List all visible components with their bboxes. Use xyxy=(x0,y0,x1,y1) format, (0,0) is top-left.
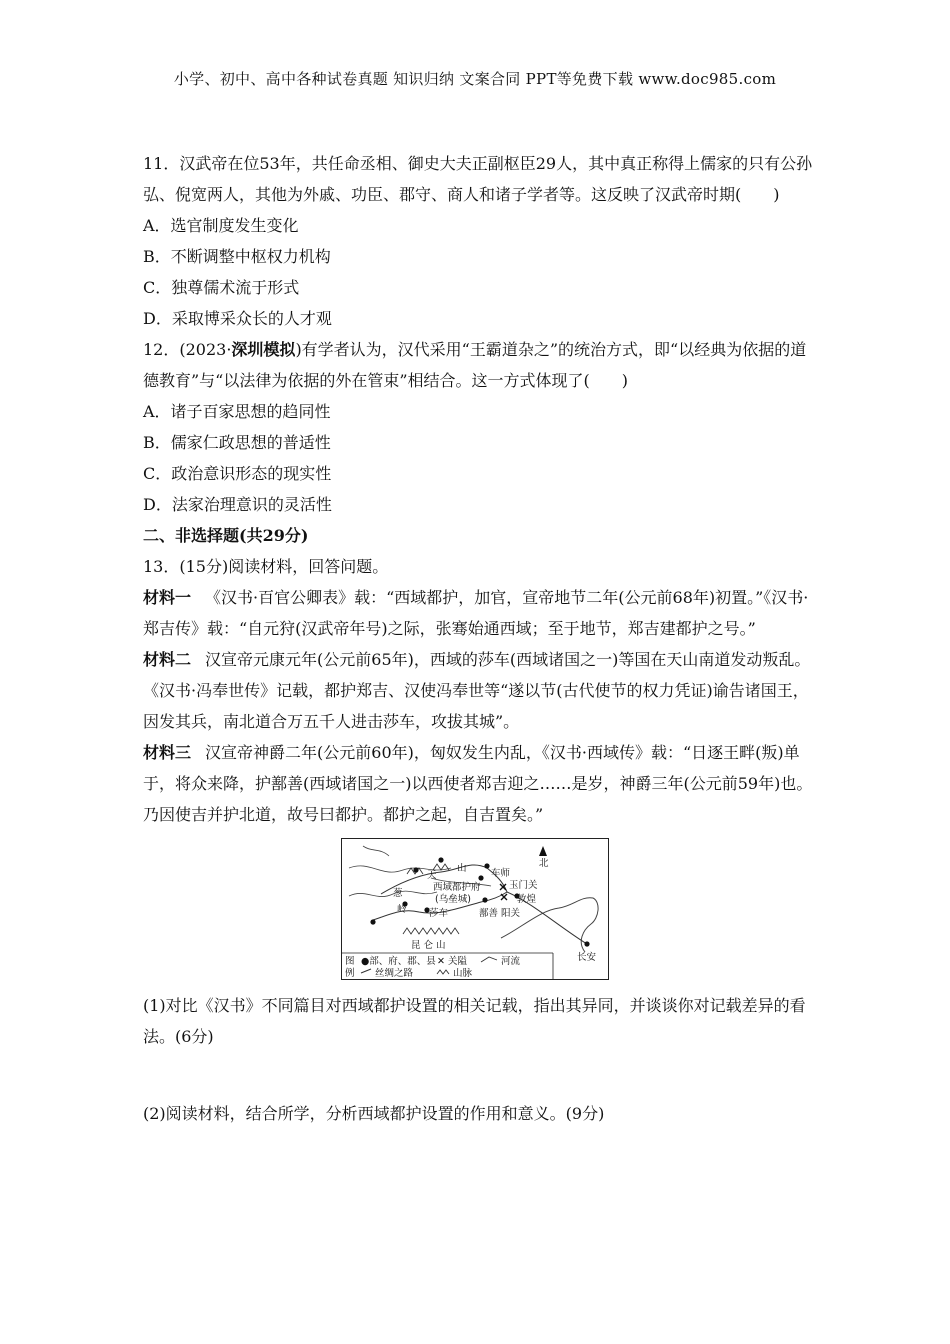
legend-tu: 图 xyxy=(345,956,355,967)
q11-option-a: A．选官制度发生变化 xyxy=(143,216,299,235)
q12-source: 深圳模拟 xyxy=(231,340,296,359)
label-dunhuang: 敦煌 xyxy=(517,894,537,905)
label-tianshan-tian: 天 xyxy=(427,870,437,881)
label-ling: 岭 xyxy=(397,904,407,915)
q12-stem-prefix: 12．(2023· xyxy=(143,340,232,359)
label-tianshan-shan: 山 xyxy=(457,863,467,874)
question-13-stem: 13．(15分)阅读材料，回答问题。 xyxy=(143,557,389,576)
material-1 xyxy=(143,582,813,644)
exam-content xyxy=(143,148,813,1129)
city-dot xyxy=(370,919,375,924)
material-2-label: 材料二 xyxy=(143,650,192,669)
map-svg xyxy=(341,838,609,980)
sub-question-1: (1)对比《汉书》不同篇目对西域都护设置的相关记载，指出其异同，并谈谈你对记载差异的看法。(6分) xyxy=(143,996,806,1046)
label-wuleicheng: (乌垒城) xyxy=(435,894,471,905)
city-dot xyxy=(413,867,418,872)
page-header: 小学、初中、高中各种试卷真题 知识归纳 文案合同 PPT等免费下载 www.doc985.com xyxy=(173,70,777,88)
label-changan: 长安 xyxy=(577,952,597,963)
cheshi-dot xyxy=(484,863,489,868)
q12-option-d: D．法家治理意识的灵活性 xyxy=(143,495,332,514)
label-shanshan: 鄯善 xyxy=(479,908,499,919)
label-yangguan: 阳关 xyxy=(501,908,521,919)
material-2 xyxy=(143,644,813,737)
label-cheshi: 车师 xyxy=(491,868,511,879)
q12-option-a: A．诸子百家思想的趋同性 xyxy=(143,402,331,421)
label-north: 北 xyxy=(539,858,549,869)
city-dot xyxy=(438,857,443,862)
answer-space-1 xyxy=(143,1052,813,1098)
q12-stem-rest: )有学者认为，汉代采用“王霸道杂之”的统治方式，即“以经典为依据的道德教育”与“以法律为依据的外在管束”相结合。这一方式体现了( ) xyxy=(143,340,807,390)
question-12-stem xyxy=(143,334,813,396)
question-11-stem: 11．汉武帝在位53年，共任命丞相、御史大夫正副枢臣29人，其中真正称得上儒家的只有公孙弘、倪宽两人，其他为外戚、功臣、郡守、商人和诸子学者等。这反映了汉武帝时期( ) xyxy=(143,154,813,204)
sub-question-2: (2)阅读材料，结合所学，分析西域都护设置的作用和意义。(9分) xyxy=(143,1104,605,1123)
legend-mountains: 山脉 xyxy=(453,968,473,979)
q12-option-c: C．政治意识形态的现实性 xyxy=(143,464,332,483)
label-duhufu: 西域都护府 xyxy=(433,882,481,893)
western-regions-map xyxy=(341,838,609,980)
q11-option-b: B．不断调整中枢权力机构 xyxy=(143,247,331,266)
q11-option-d: D．采取博采众长的人才观 xyxy=(143,309,332,328)
q11-option-c: C．独尊儒术流于形式 xyxy=(143,278,300,297)
legend-cities: ●部、府、郡、县 xyxy=(361,956,436,967)
material-2-text: 汉宣帝元康元年(公元前65年)，西域的莎车(西域诸国之一)等国在天山南道发动叛乱。《汉书·冯奉世传》记载，都护郑吉、汉使冯奉世等“遂以节(古代使节的权力凭证)谕告诸国王，因发其兵，南北道合万五千人进击莎车，攻拔其城”。 xyxy=(143,650,811,731)
city-dot xyxy=(478,875,483,880)
changan-dot xyxy=(584,941,589,946)
material-3 xyxy=(143,737,813,830)
material-1-text: 《汉书·百官公卿表》载：“西域都护，加官，宣帝地节二年(公元前68年)初置。”《汉书·郑吉传》载：“自元狩(汉武帝年号)之际，张骞始通西域；至于地节，郑吉建都护之号。” xyxy=(143,588,809,638)
label-kunlun: 昆 仑 山 xyxy=(411,940,446,951)
label-yumenguan: 玉门关 xyxy=(509,880,538,891)
legend-silkroad: 丝绸之路 xyxy=(375,968,414,979)
material-3-text: 汉宣帝神爵二年(公元前60年)，匈奴发生内乱，《汉书·西域传》载：“日逐王畔(叛)单于，将众来降，护鄯善(西域诸国之一)以西使者郑吉迎之……是岁，神爵三年(公元前59年)也。乃因使吉并护北道，故号曰都护。都护之起，自吉置矣。” xyxy=(143,743,813,824)
legend-li: 例 xyxy=(345,968,355,979)
duhufu-dot xyxy=(482,897,487,902)
label-shache: 莎车 xyxy=(429,908,449,919)
section-2-title: 二、非选择题(共29分) xyxy=(143,526,309,545)
legend-rivers: 河流 xyxy=(501,956,521,967)
material-1-label: 材料一 xyxy=(143,588,192,607)
label-cong: 葱 xyxy=(393,888,403,899)
legend-passes: ✕ 关隘 xyxy=(437,956,467,967)
material-3-label: 材料三 xyxy=(143,743,192,762)
q12-option-b: B．儒家仁政思想的普适性 xyxy=(143,433,331,452)
